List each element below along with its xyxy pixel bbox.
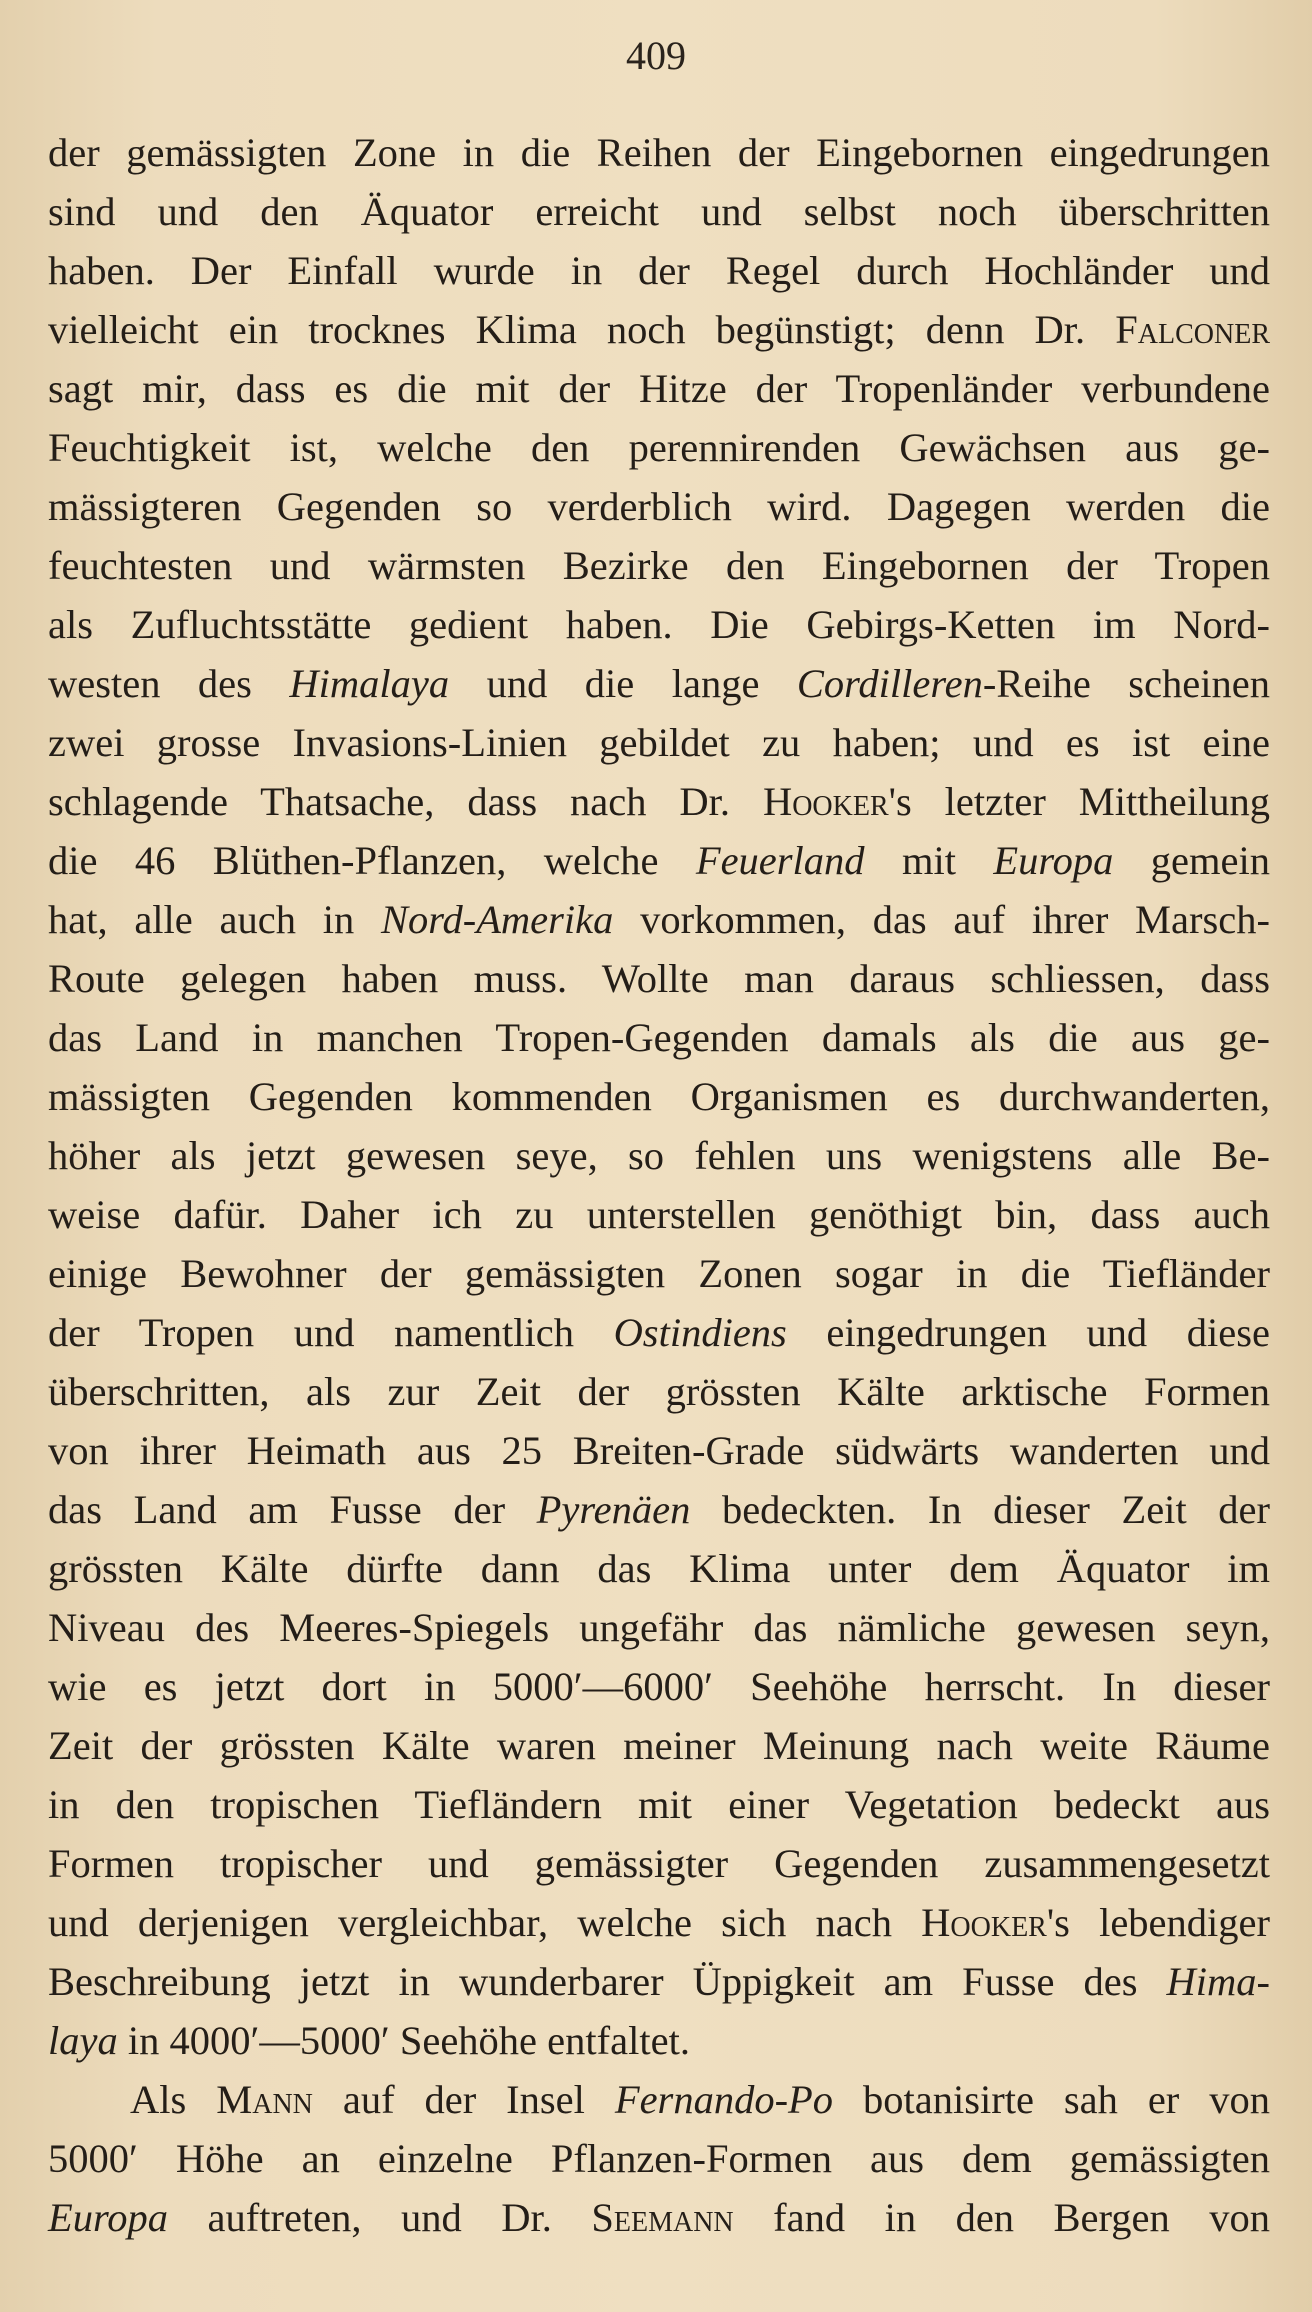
text-line: überschritten, als zur Zeit der grössten Kälte arktische Formen — [48, 1369, 1270, 1414]
place-name: laya — [48, 2018, 118, 2063]
author-name: Falconer — [1115, 307, 1270, 352]
text-line: vielleicht ein trocknes Klima noch begünstigt; denn Dr. Falconer — [48, 307, 1270, 352]
text-line: schlagende Thatsache, dass nach Dr. Hooker's letzter Mittheilung — [48, 779, 1270, 824]
text-line: mässigten Gegenden kommenden Organismen es durchwanderten, — [48, 1074, 1270, 1119]
text-line: Beschreibung jetzt in wunderbarer Üppigkeit am Fusse des Hima- — [48, 1959, 1270, 2004]
text-line: westen des Himalaya und die lange Cordilleren-Reihe scheinen — [48, 661, 1270, 706]
text-line: in den tropischen Tiefländern mit einer Vegetation bedeckt aus — [48, 1782, 1270, 1827]
place-name: Hima- — [1166, 1959, 1270, 2004]
text-line: Formen tropischer und gemässigter Gegenden zusammengesetzt — [48, 1841, 1270, 1886]
text-line: und derjenigen vergleichbar, welche sich nach Hooker's lebendiger — [48, 1900, 1270, 1945]
text-line: grössten Kälte dürfte dann das Klima unter dem Äquator im — [48, 1546, 1270, 1591]
text-line: das Land am Fusse der Pyrenäen bedeckten. In dieser Zeit der — [48, 1487, 1271, 1532]
text-line: der gemässigten Zone in die Reihen der Eingebornen eingedrungen — [48, 130, 1270, 175]
text-line: Als Mann auf der Insel Fernando-Po botanisirte sah er von — [130, 2077, 1270, 2122]
text-line: feuchtesten und wärmsten Bezirke den Eingebornen der Tropen — [48, 543, 1270, 588]
place-name: Europa — [48, 2195, 168, 2240]
text-line: höher als jetzt gewesen seye, so fehlen uns wenigstens alle Be- — [48, 1133, 1270, 1178]
text-line: wie es jetzt dort in 5000′—6000′ Seehöhe herrscht. In dieser — [48, 1664, 1270, 1709]
text-line: haben. Der Einfall wurde in der Regel durch Hochländer und — [48, 248, 1270, 293]
text-line: der Tropen und namentlich Ostindiens eingedrungen und diese — [48, 1310, 1270, 1355]
place-name: Himalaya — [289, 661, 450, 706]
text-line: als Zufluchtsstätte gedient haben. Die Gebirgs-Ketten im Nord- — [48, 602, 1270, 647]
text-line: mässigteren Gegenden so verderblich wird. Dagegen werden die — [48, 484, 1270, 529]
author-name: Mann — [216, 2077, 313, 2122]
text-line: weise dafür. Daher ich zu unterstellen genöthigt bin, dass auch — [48, 1192, 1270, 1237]
text-line: die 46 Blüthen-Pflanzen, welche Feuerland mit Europa gemein — [48, 838, 1270, 883]
text-line: hat, alle auch in Nord-Amerika vorkommen, das auf ihrer Marsch- — [48, 897, 1270, 942]
text-line: Niveau des Meeres-Spiegels ungefähr das nämliche gewesen seyn, — [48, 1605, 1270, 1650]
text-line: Route gelegen haben muss. Wollte man daraus schliessen, dass — [48, 956, 1270, 1001]
text-line: sind und den Äquator erreicht und selbst noch überschritten — [48, 189, 1270, 234]
text-line: Europa auftreten, und Dr. Seemann fand in den Bergen von — [48, 2195, 1270, 2240]
place-name: Ostindiens — [613, 1310, 787, 1355]
place-name: Nord-Amerika — [380, 897, 614, 942]
text-line: Feuchtigkeit ist, welche den perennirenden Gewächsen aus ge- — [48, 425, 1270, 470]
text-line: Zeit der grössten Kälte waren meiner Meinung nach weite Räume — [48, 1723, 1270, 1768]
text-line: einige Bewohner der gemässigten Zonen sogar in die Tiefländer — [48, 1251, 1270, 1296]
text-line: 5000′ Höhe an einzelne Pflanzen-Formen aus dem gemässigten — [48, 2136, 1270, 2181]
place-name: Feuerland — [695, 838, 865, 883]
author-name: Hooker — [762, 779, 889, 824]
place-name: Europa — [993, 838, 1114, 883]
author-name: Hooker — [921, 1900, 1047, 1945]
text-line: von ihrer Heimath aus 25 Breiten-Grade südwärts wanderten und — [48, 1428, 1270, 1473]
place-name: Cordilleren — [796, 661, 983, 706]
text-line: laya in 4000′—5000′ Seehöhe entfaltet. — [48, 2018, 690, 2063]
place-name: Pyrenäen — [536, 1487, 691, 1532]
page-number: 409 — [626, 33, 686, 78]
text-line: das Land in manchen Tropen-Gegenden damals als die aus ge- — [48, 1015, 1270, 1060]
text-line: sagt mir, dass es die mit der Hitze der Tropenländer verbundene — [48, 366, 1270, 411]
text-line: zwei grosse Invasions-Linien gebildet zu haben; und es ist eine — [48, 720, 1270, 765]
place-name: Fernando-Po — [614, 2077, 834, 2122]
author-name: Seemann — [591, 2195, 734, 2240]
